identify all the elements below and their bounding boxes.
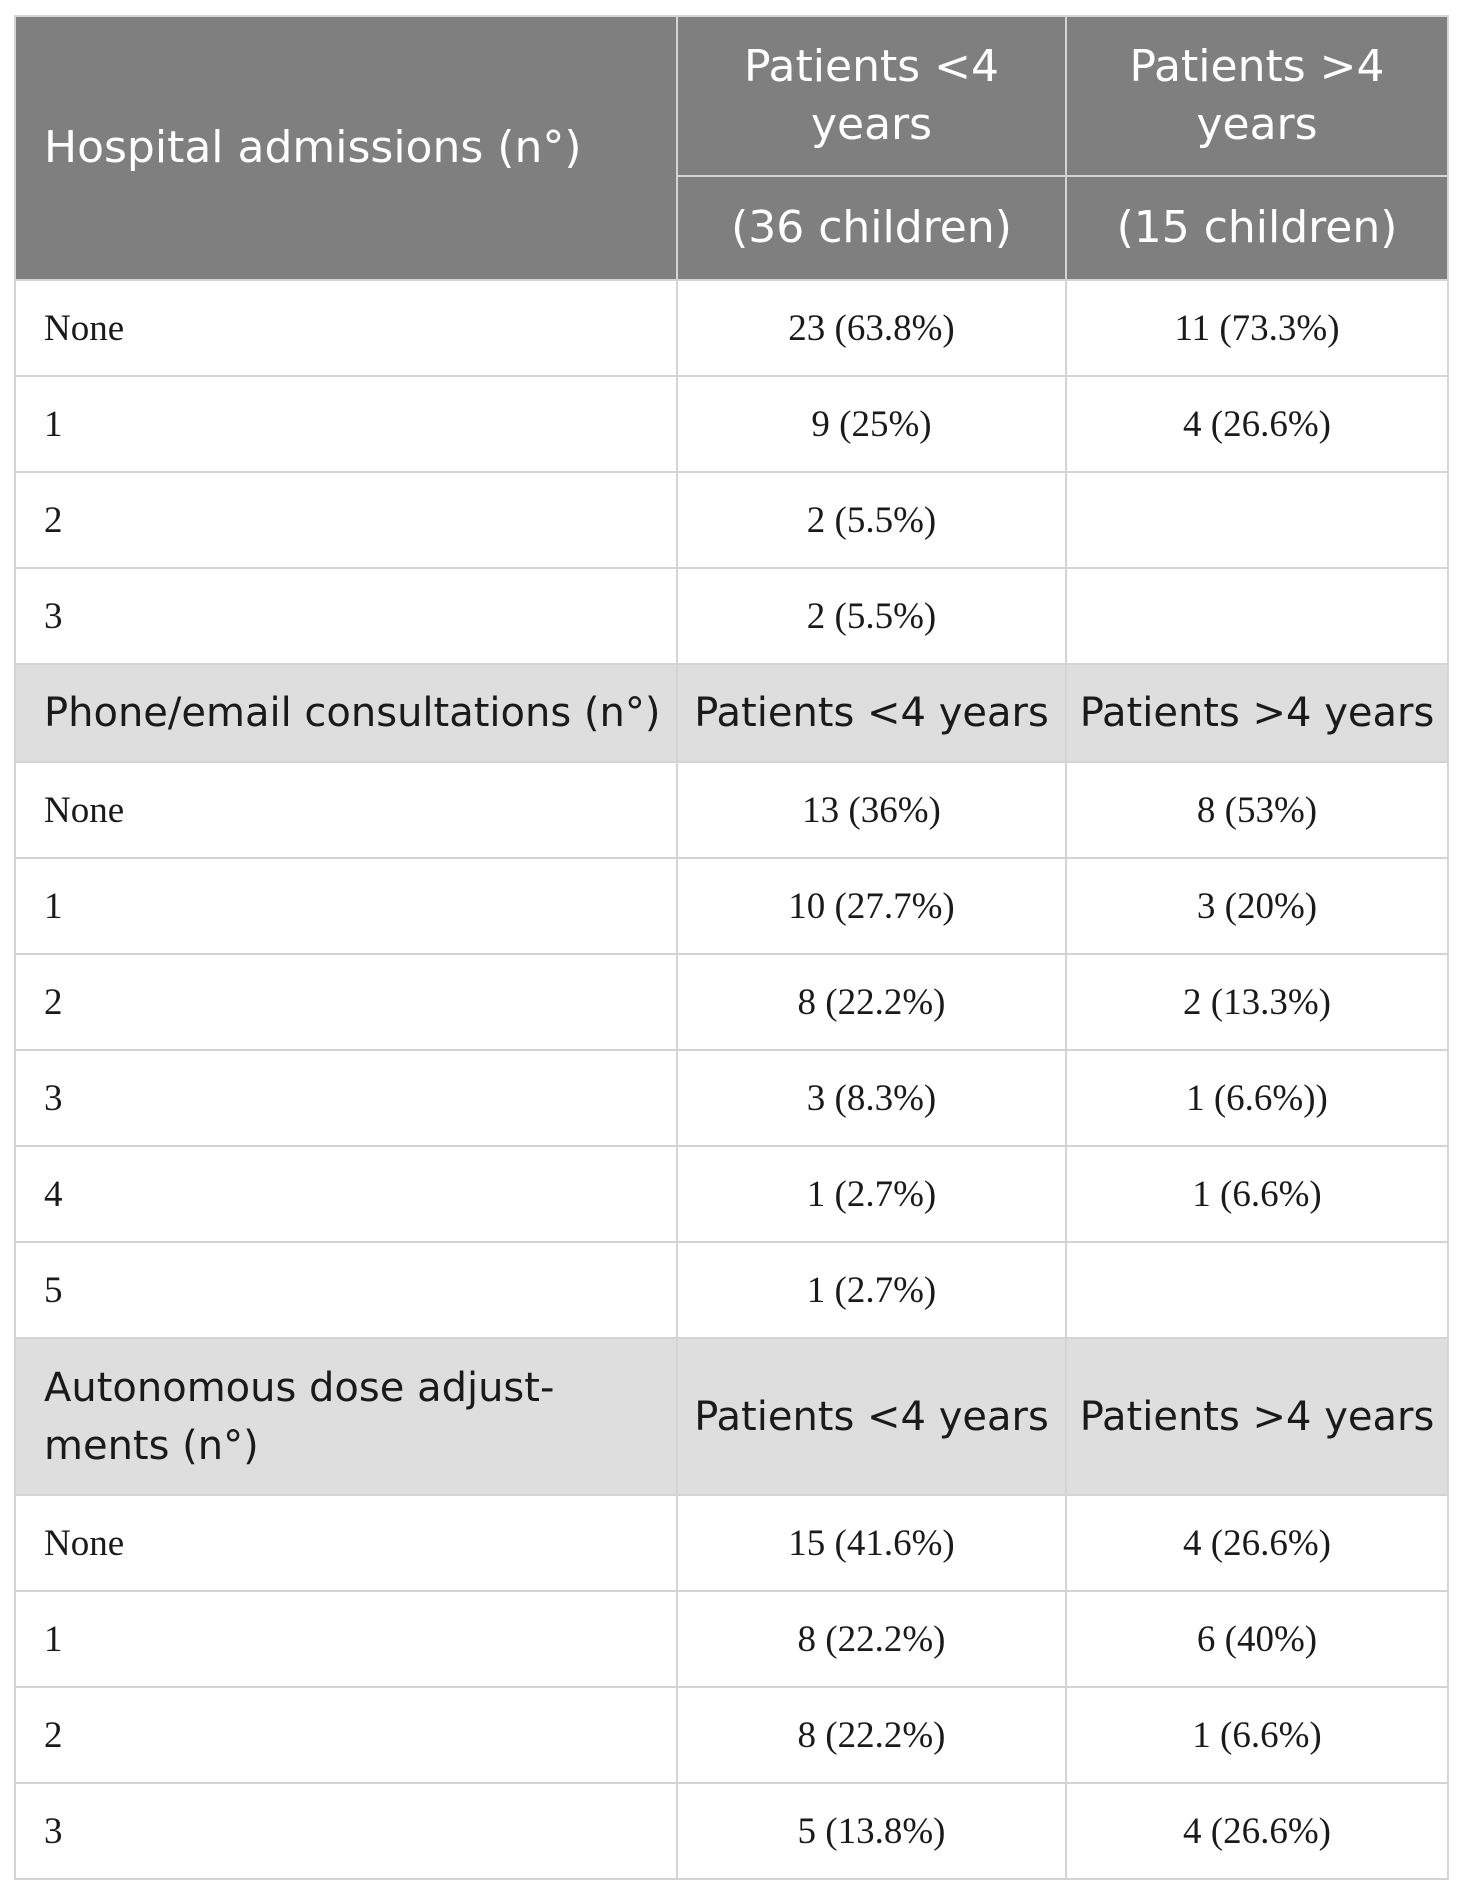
row-col1-value: 8 (22.2%) <box>677 954 1066 1050</box>
section-header-label-line1: Autonomous dose adjust- <box>44 1364 555 1411</box>
row-col2-value: 11 (73.3%) <box>1066 280 1448 376</box>
row-label: None <box>15 762 677 858</box>
table-row <box>15 280 1448 376</box>
row-col1-value: 13 (36%) <box>677 762 1066 858</box>
header-col1-title: Patients <4 years <box>677 16 1066 176</box>
row-col2-value: 8 (53%) <box>1066 762 1448 858</box>
section-header-col2: Patients >4 years <box>1066 664 1448 762</box>
table-row <box>15 1050 1448 1146</box>
table-row <box>15 954 1448 1050</box>
table-row <box>15 762 1448 858</box>
header-col2-title: Patients >4 years <box>1066 16 1448 176</box>
row-label: None <box>15 1495 677 1591</box>
row-col1-value: 9 (25%) <box>677 376 1066 472</box>
table-row <box>15 1495 1448 1591</box>
row-col1-value: 1 (2.7%) <box>677 1242 1066 1338</box>
row-label: 3 <box>15 1783 677 1879</box>
row-label: 5 <box>15 1242 677 1338</box>
table-header <box>15 16 1448 280</box>
row-col2-value: 1 (6.6%) <box>1066 1146 1448 1242</box>
row-label: None <box>15 280 677 376</box>
row-col2-value: 4 (26.6%) <box>1066 1783 1448 1879</box>
section-header-row <box>15 1338 1448 1495</box>
row-col2-value: 4 (26.6%) <box>1066 1495 1448 1591</box>
row-label: 3 <box>15 1050 677 1146</box>
section-header-label: Phone/email consultations (n°) <box>15 664 677 762</box>
table-row <box>15 1783 1448 1879</box>
section-header-col2: Patients >4 years <box>1066 1338 1448 1495</box>
table-row <box>15 568 1448 664</box>
section-header-label-line2: ments (n°) <box>44 1422 259 1469</box>
row-col1-value: 3 (8.3%) <box>677 1050 1066 1146</box>
row-col2-value <box>1066 1242 1448 1338</box>
row-col1-value: 10 (27.7%) <box>677 858 1066 954</box>
row-label: 4 <box>15 1146 677 1242</box>
section-header-row <box>15 664 1448 762</box>
row-col2-value: 2 (13.3%) <box>1066 954 1448 1050</box>
table-row <box>15 1591 1448 1687</box>
row-col2-value: 1 (6.6%) <box>1066 1687 1448 1783</box>
table-row <box>15 472 1448 568</box>
table-row <box>15 1687 1448 1783</box>
row-col1-value: 8 (22.2%) <box>677 1591 1066 1687</box>
table-row <box>15 1242 1448 1338</box>
row-col1-value: 23 (63.8%) <box>677 280 1066 376</box>
table-row <box>15 858 1448 954</box>
row-col2-value: 1 (6.6%)) <box>1066 1050 1448 1146</box>
row-col2-value: 4 (26.6%) <box>1066 376 1448 472</box>
row-label: 1 <box>15 376 677 472</box>
header-col1-count: (36 children) <box>677 176 1066 280</box>
row-col1-value: 5 (13.8%) <box>677 1783 1066 1879</box>
row-col1-value: 8 (22.2%) <box>677 1687 1066 1783</box>
data-table <box>14 15 1449 1880</box>
row-label: 3 <box>15 568 677 664</box>
table-row <box>15 1146 1448 1242</box>
row-col2-value <box>1066 568 1448 664</box>
table-row <box>15 376 1448 472</box>
row-col1-value: 2 (5.5%) <box>677 472 1066 568</box>
row-label: 2 <box>15 472 677 568</box>
row-label: 2 <box>15 1687 677 1783</box>
header-col2-count: (15 children) <box>1066 176 1448 280</box>
header-label: Hospital admissions (n°) <box>15 16 677 280</box>
row-col1-value: 2 (5.5%) <box>677 568 1066 664</box>
section-header-label <box>15 1338 677 1495</box>
row-label: 2 <box>15 954 677 1050</box>
row-label: 1 <box>15 858 677 954</box>
row-col1-value: 15 (41.6%) <box>677 1495 1066 1591</box>
section-header-col1: Patients <4 years <box>677 664 1066 762</box>
section-header-col1: Patients <4 years <box>677 1338 1066 1495</box>
row-col1-value: 1 (2.7%) <box>677 1146 1066 1242</box>
row-label: 1 <box>15 1591 677 1687</box>
row-col2-value: 6 (40%) <box>1066 1591 1448 1687</box>
row-col2-value: 3 (20%) <box>1066 858 1448 954</box>
row-col2-value <box>1066 472 1448 568</box>
